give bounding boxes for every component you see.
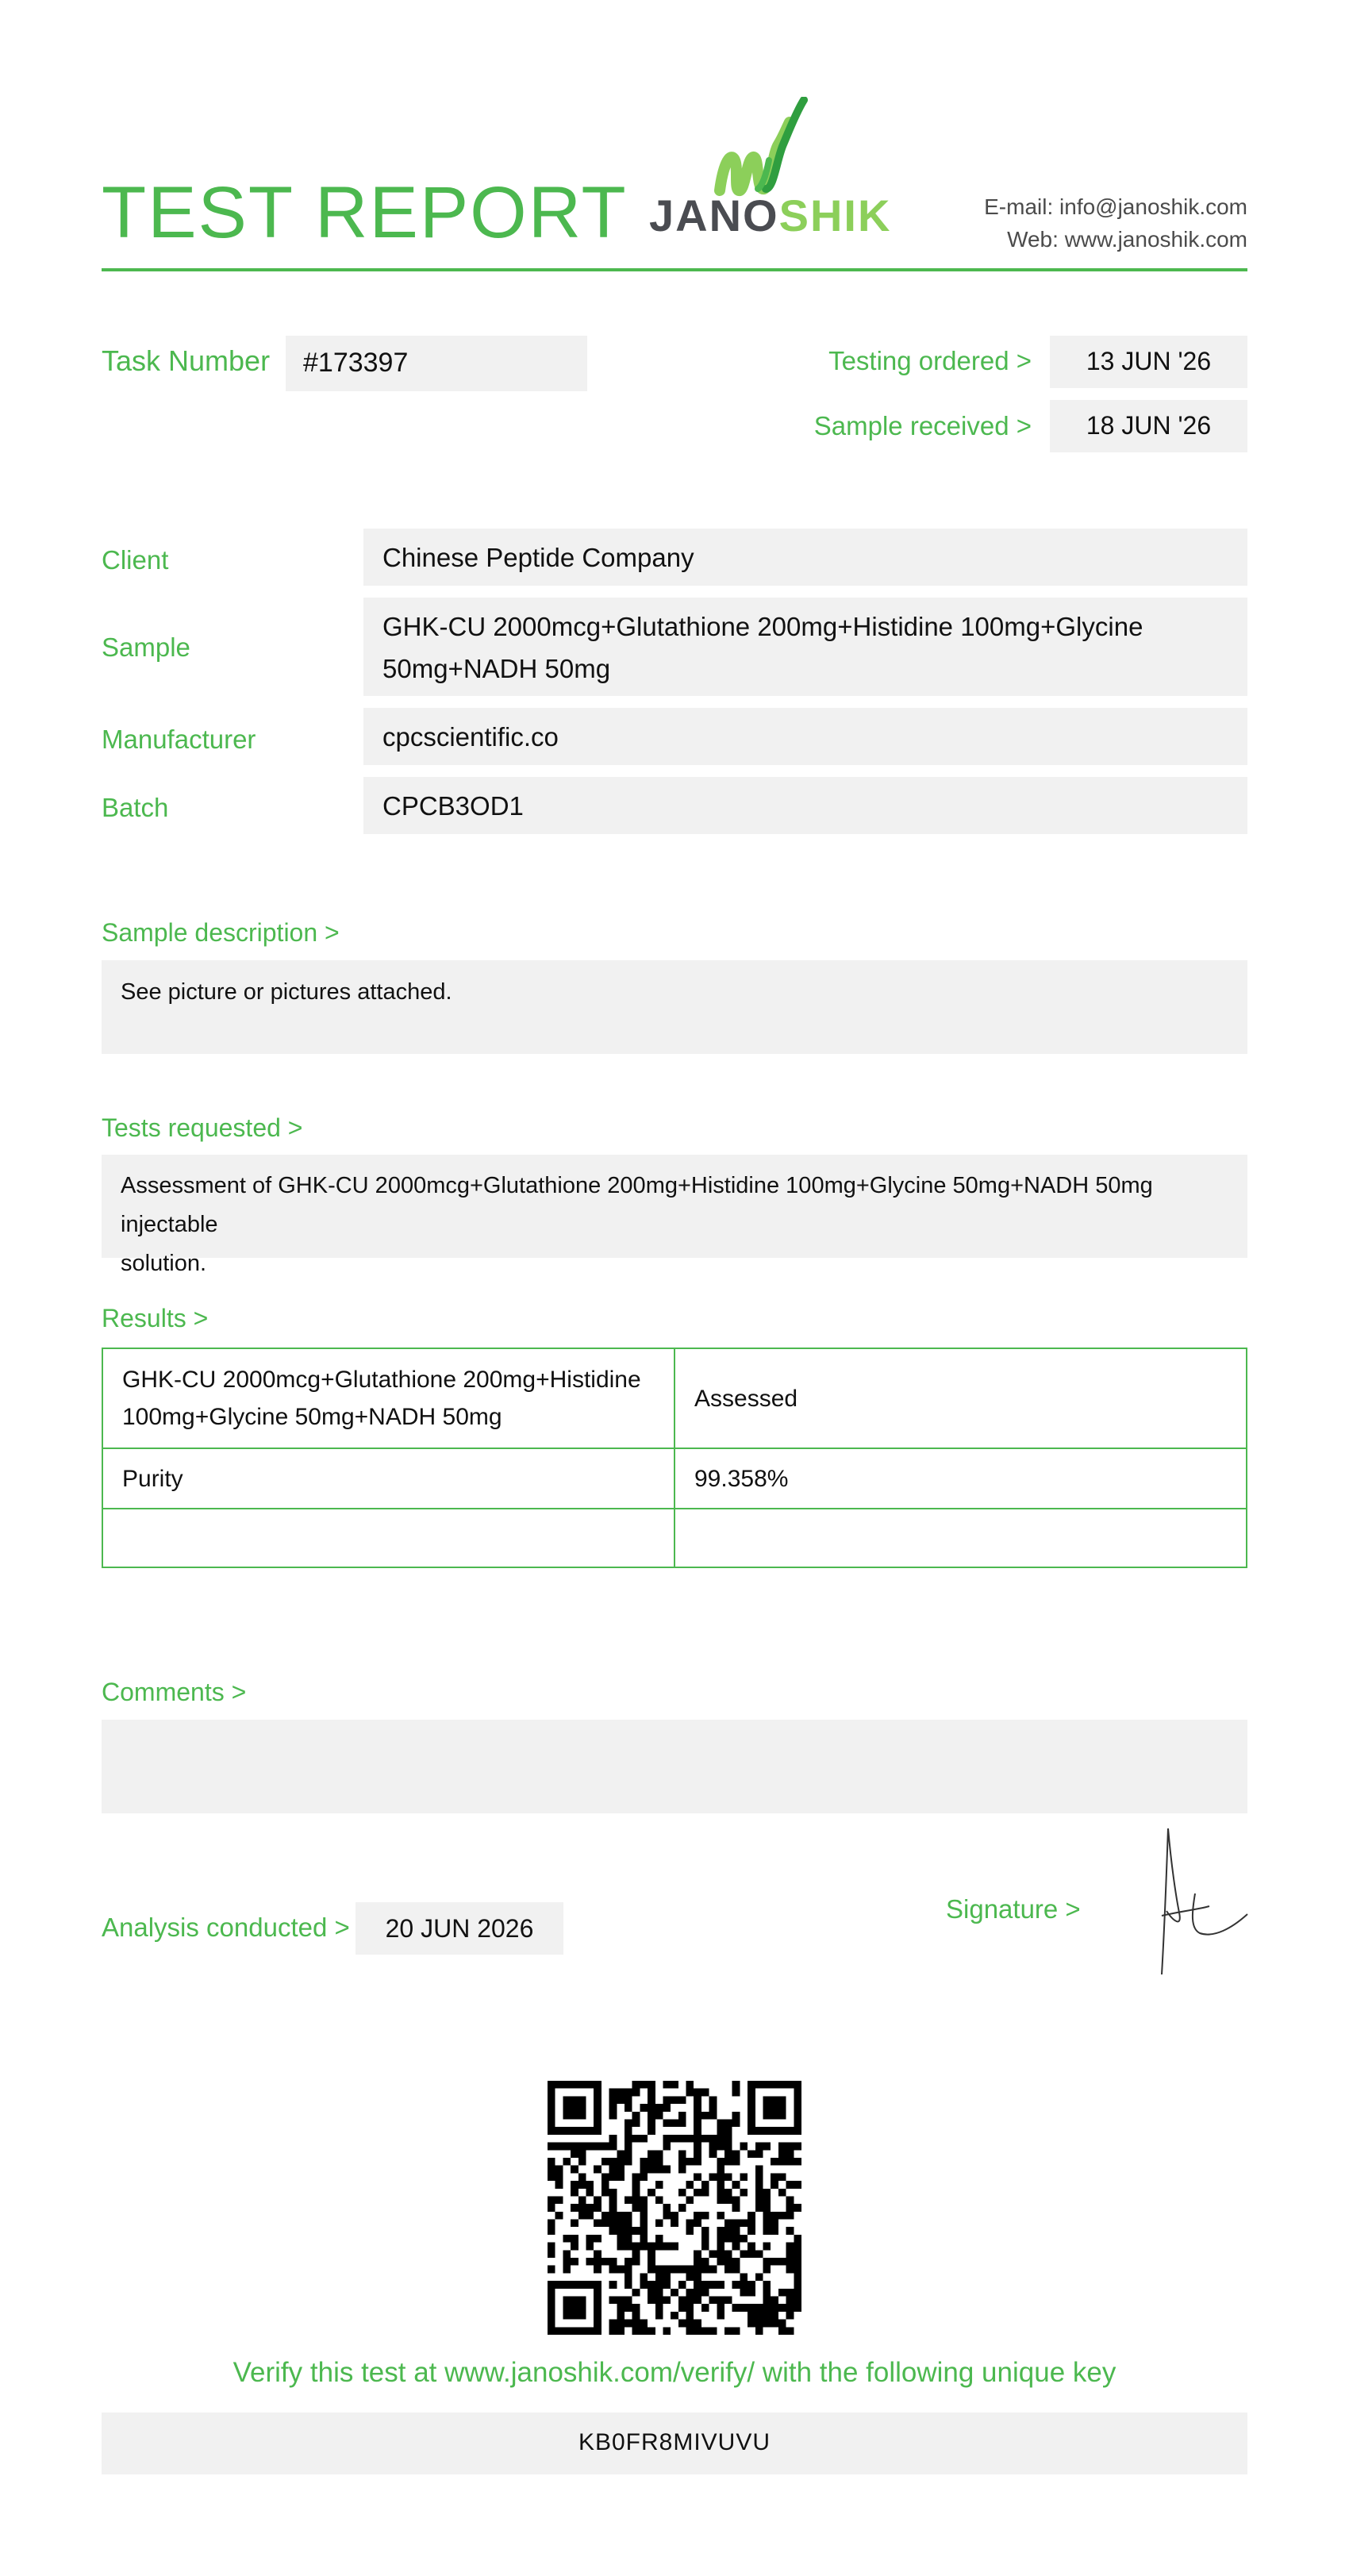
result-value-cell	[674, 1509, 1247, 1567]
verify-key-value: KB0FR8MIVUVU	[578, 2429, 771, 2455]
table-row	[102, 1448, 1247, 1509]
header-divider	[102, 268, 1247, 271]
analysis-conducted-value: 20 JUN 2026	[385, 1914, 534, 1943]
result-name-line1: Purity	[122, 1465, 183, 1492]
contact-info	[984, 190, 1247, 256]
manufacturer-label: Manufacturer	[102, 725, 256, 754]
analysis-conducted-label: Analysis conducted >	[102, 1913, 350, 1942]
client-label: Client	[102, 545, 169, 575]
contact-web[interactable]: Web: www.janoshik.com	[1007, 227, 1247, 252]
tests-requested-line1: Assessment of GHK-CU 2000mcg+Glutathione 200mg+Histidine 100mg+Glycine 50mg+NADH 50mg injectable	[121, 1173, 1153, 1237]
tests-requested-label: Tests requested >	[102, 1113, 303, 1142]
result-name-line2: 100mg+Glycine 50mg+NADH 50mg	[122, 1404, 502, 1430]
comments-label: Comments >	[102, 1678, 247, 1706]
result-value-cell: Assessed	[674, 1348, 1247, 1448]
tests-requested-text	[121, 1167, 1232, 1283]
result-name-cell	[102, 1348, 674, 1448]
sample-received-label: Sample received >	[813, 411, 1032, 440]
results-label: Results >	[102, 1304, 209, 1332]
testing-ordered-label: Testing ordered >	[828, 346, 1032, 375]
table-row	[102, 1348, 1247, 1448]
sample-label: Sample	[102, 632, 190, 662]
sample-value-line2: 50mg+NADH 50mg	[382, 654, 611, 683]
batch-value: CPCB3OD1	[382, 791, 524, 821]
logo-wordmark-part2: SHIK	[778, 190, 892, 240]
tests-requested-line2: solution.	[121, 1251, 207, 1276]
comments-box	[102, 1720, 1247, 1813]
client-value: Chinese Peptide Company	[382, 543, 694, 572]
signature-label: Signature >	[946, 1894, 1081, 1924]
sample-value-line1: GHK-CU 2000mcg+Glutathione 200mg+Histidine 100mg+Glycine	[382, 612, 1143, 641]
sample-value	[382, 606, 1224, 690]
sample-description-label: Sample description >	[102, 918, 340, 947]
task-number-value: #173397	[303, 348, 409, 378]
result-name-cell	[102, 1509, 674, 1567]
result-value-cell: 99.358%	[674, 1448, 1247, 1509]
batch-label: Batch	[102, 793, 169, 822]
result-name-line1: GHK-CU 2000mcg+Glutathione 200mg+Histidine	[122, 1367, 641, 1393]
testing-ordered-value: 13 JUN '26	[1086, 347, 1212, 375]
sample-received-value: 18 JUN '26	[1086, 411, 1212, 440]
handwritten-signature-icon	[1127, 1817, 1254, 1976]
task-number-label: Task Number	[102, 344, 271, 377]
contact-email[interactable]: E-mail: info@janoshik.com	[984, 194, 1247, 219]
logo-wordmark	[649, 190, 892, 240]
table-row	[102, 1509, 1247, 1567]
results-table	[102, 1348, 1247, 1568]
qr-code-icon[interactable]	[548, 2081, 801, 2335]
result-name-cell	[102, 1448, 674, 1509]
manufacturer-value: cpcscientific.co	[382, 722, 559, 752]
logo-wordmark-part1: JANO	[649, 190, 779, 240]
page-title: TEST REPORT	[102, 172, 628, 253]
verify-instructions: Verify this test at www.janoshik.com/verify/ with the following unique key	[233, 2357, 1116, 2388]
sample-description-text: See picture or pictures attached.	[121, 979, 452, 1005]
